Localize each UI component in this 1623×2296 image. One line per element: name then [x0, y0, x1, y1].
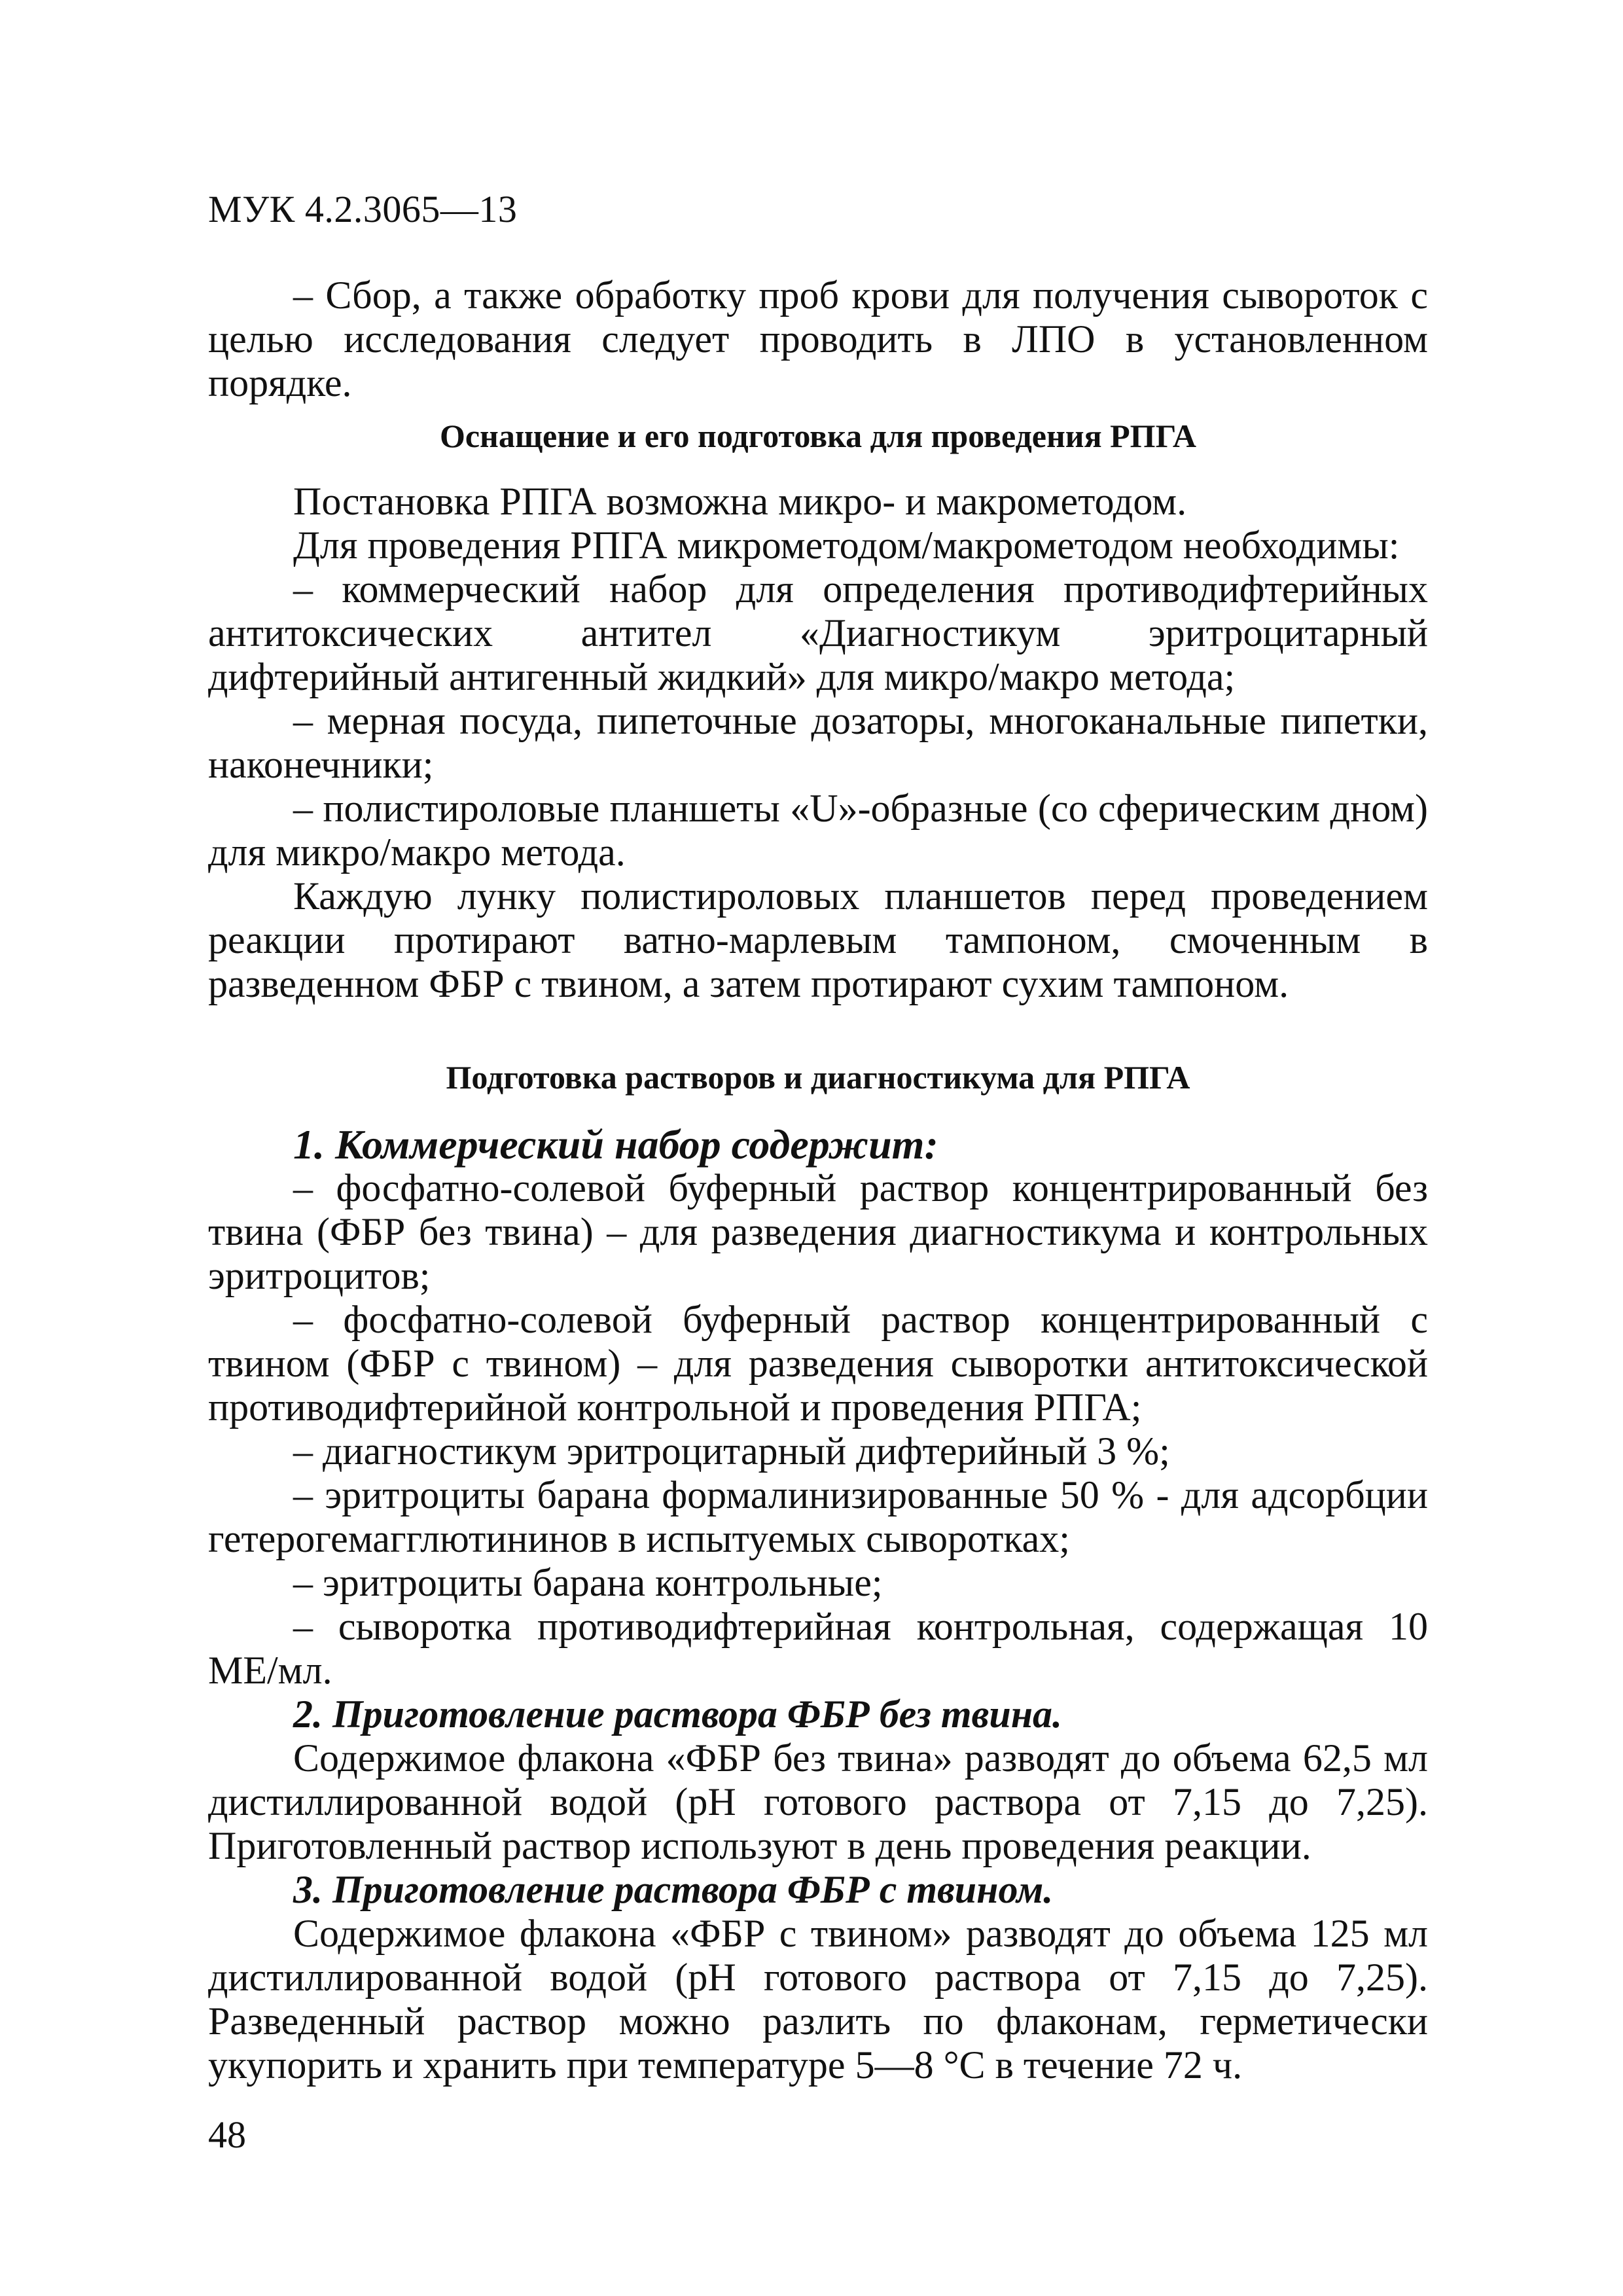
list-item: – эритроциты барана контрольные; — [293, 1561, 883, 1604]
section-heading-solutions: Подготовка растворов и диагностикума для РПГА — [446, 1059, 1190, 1096]
list-item: – диагностикум эритроцитарный дифтерийный 3 %; — [293, 1429, 1170, 1473]
paragraph-well-cleaning: Каждую лунку полистироловых планшетов перед проведением реакции протирают ватно-марлевым тампоном, смоченным в разведенном ФБР с твином, а затем протирают сухим тампоном. — [208, 874, 1428, 1005]
list-item: – фосфатно-солевой буферный раствор концентрированный без твина (ФБР без твина) – для разведения диагностикума и контрольных эритроцитов; — [208, 1166, 1428, 1297]
document-code-header: МУК 4.2.3065—13 — [208, 188, 518, 230]
list-item-plates: – полистироловые планшеты «U»-образные (со сферическим дном) для микро/макро метода. — [208, 787, 1428, 874]
subheading-pbs-without-tween: 2. Приготовление раствора ФБР без твина. — [293, 1693, 1063, 1736]
page-number: 48 — [208, 2113, 246, 2156]
list-item-glassware: – мерная посуда, пипеточные дозаторы, многоканальные пипетки, наконечники; — [208, 699, 1428, 786]
subheading-kit-contents: 1. Коммерческий набор содержит: — [293, 1121, 938, 1168]
subheading-pbs-with-tween: 3. Приготовление раствора ФБР с твином. — [293, 1868, 1054, 1911]
paragraph-requirements: Для проведения РПГА микрометодом/макрометодом необходимы: — [293, 524, 1400, 567]
paragraph-pbs-without-tween: Содержимое флакона «ФБР без твина» разводят до объема 62,5 мл дистиллированной водой (рН готового раствора от 7,15 до 7,25). Приготовленный раствор используют в день проведения реакции. — [208, 1736, 1428, 1867]
intro-paragraph: – Сбор, а также обработку проб крови для получения сывороток с целью исследования следует проводить в ЛПО в установленном порядке. — [208, 274, 1428, 404]
list-item-kit: – коммерческий набор для определения противодифтерийных антитоксических антител «Диагностикум эритроцитарный дифтерийный антигенный жидкий» для микро/макро метода; — [208, 567, 1428, 698]
paragraph-pbs-with-tween: Содержимое флакона «ФБР с твином» разводят до объема 125 мл дистиллированной водой (рН готового раствора от 7,15 до 7,25). Разведенный раствор можно разлить по флаконам, герметически укупорить и хранить при температуре 5—8 °С в течение 72 ч. — [208, 1912, 1428, 2087]
document-body — [208, 274, 1428, 2087]
list-item: – фосфатно-солевой буферный раствор концентрированный с твином (ФБР с твином) – для разведения сыворотки антитоксической противодифтерийной контрольной и проведения РПГА; — [208, 1298, 1428, 1429]
section-heading-equipment: Оснащение и его подготовка для проведения РПГА — [439, 418, 1197, 454]
list-item: – сыворотка противодифтерийная контрольная, содержащая 10 МЕ/мл. — [208, 1605, 1428, 1692]
list-item: – эритроциты барана формалинизированные 50 % - для адсорбции гетерогемагглютининов в испытуемых сыворотках; — [208, 1473, 1428, 1560]
paragraph-method: Постановка РПГА возможна микро- и макрометодом. — [293, 480, 1187, 523]
